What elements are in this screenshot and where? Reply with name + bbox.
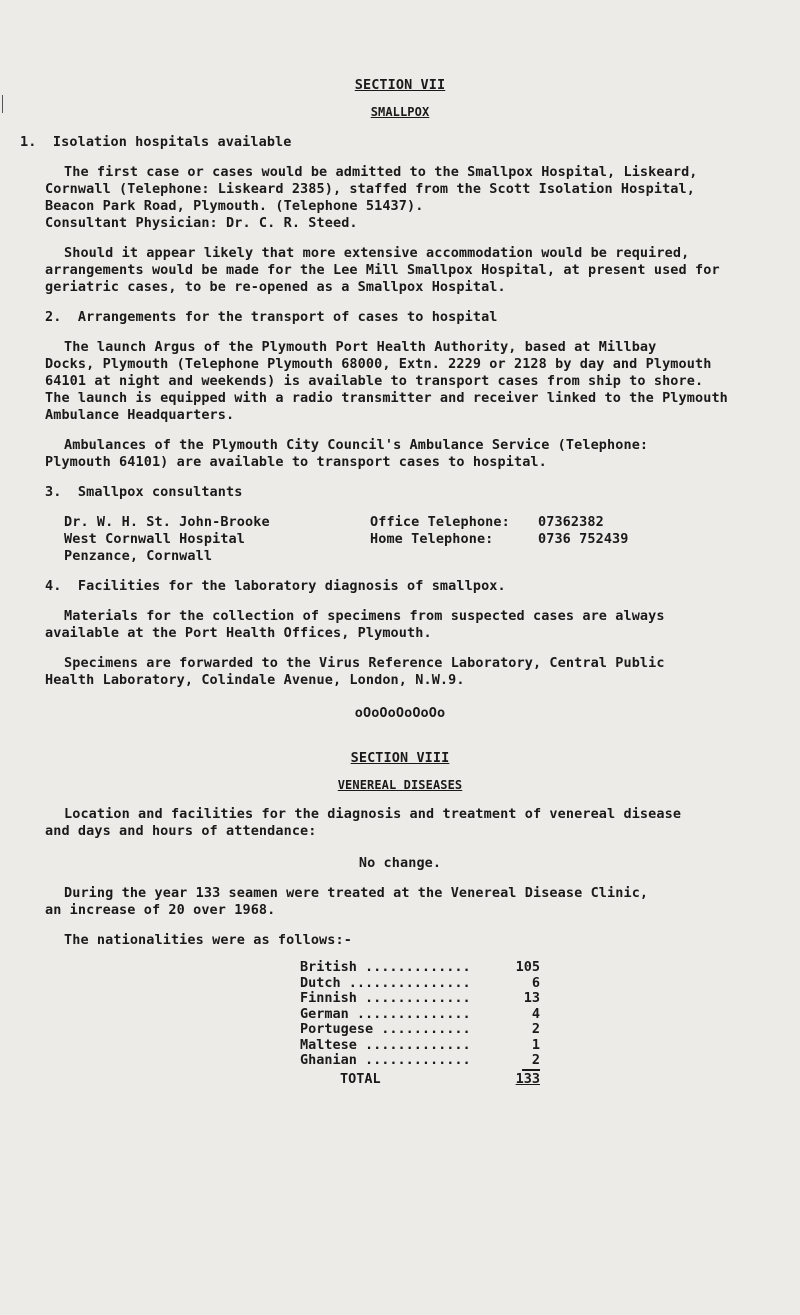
paragraph-line: Consultant Physician: Dr. C. R. Steed. xyxy=(45,215,358,231)
paragraph-line: Cornwall (Telephone: Liskeard 2385), staffed from the Scott Isolation Hospital, xyxy=(45,181,695,197)
nationality-count: 2 xyxy=(531,1052,540,1068)
paragraph-line: an increase of 20 over 1968. xyxy=(45,902,276,918)
paragraph-line: During the year 133 seamen were treated at the Venereal Disease Clinic, xyxy=(64,885,649,901)
nationality-name: Dutch ............... xyxy=(300,975,471,991)
nationalities-intro: The nationalities were as follows:- xyxy=(64,932,352,948)
paragraph-line: Beacon Park Road, Plymouth. (Telephone 51437). xyxy=(45,198,424,214)
section-heading: SECTION VII xyxy=(354,77,446,93)
paragraph-line: The launch Argus of the Plymouth Port Health Authority, based at Millbay xyxy=(64,339,657,355)
total-label: TOTAL xyxy=(340,1070,381,1087)
nationality-count: 2 xyxy=(531,1021,540,1037)
paragraph-line: The first case or cases would be admitted to the Smallpox Hospital, Liskeard, xyxy=(64,164,698,180)
total-value: 133 xyxy=(515,1070,540,1087)
paragraph-line: and days and hours of attendance: xyxy=(45,823,317,839)
paragraph-line: geriatric cases, to be re-opened as a Smallpox Hospital. xyxy=(45,279,506,295)
office-telephone-label: Office Telephone: xyxy=(370,514,510,530)
section-subheading: VENEREAL DISEASES xyxy=(337,778,463,792)
paragraph-line: Specimens are forwarded to the Virus Reference Laboratory, Central Public xyxy=(64,655,665,671)
nationality-name: German .............. xyxy=(300,1006,471,1022)
home-telephone-label: Home Telephone: xyxy=(370,531,494,547)
separator: oOoOoOoOoOo xyxy=(354,705,446,721)
item-1-title: 1. Isolation hospitals available xyxy=(20,134,292,150)
nationality-name: Finnish ............. xyxy=(300,991,471,1006)
paragraph-line: Ambulance Headquarters. xyxy=(45,407,235,423)
section-heading: SECTION VIII xyxy=(350,750,450,766)
paragraph-line: Ambulances of the Plymouth City Council's Ambulance Service (Telephone: xyxy=(64,437,649,453)
nationality-count: 105 xyxy=(515,959,540,975)
paragraph-line: Location and facilities for the diagnosis and treatment of venereal disease xyxy=(64,806,682,822)
paragraph-line: Docks, Plymouth (Telephone Plymouth 68000, Extn. 2229 or 2128 by day and Plymouth xyxy=(45,356,712,372)
item-2-title: 2. Arrangements for the transport of cases to hospital xyxy=(45,309,498,325)
paragraph-line: The launch is equipped with a radio transmitter and receiver linked to the Plymouth xyxy=(45,390,728,406)
nationality-count: 4 xyxy=(531,1005,540,1022)
paragraph-line: 64101 at night and weekends) is available to transport cases from ship to shore. xyxy=(45,373,704,389)
consultant-name: Dr. W. H. St. John-Brooke xyxy=(64,514,270,530)
nationality-count: 1 xyxy=(531,1036,540,1053)
paragraph-line: Plymouth 64101) are available to transport cases to hospital. xyxy=(45,454,547,470)
paragraph-line: Health Laboratory, Colindale Avenue, London, N.W.9. xyxy=(45,672,465,688)
paragraph-line: Should it appear likely that more extensive accommodation would be required, xyxy=(64,245,690,261)
nationality-count: 6 xyxy=(531,974,540,991)
home-telephone-number: 0736 752439 xyxy=(538,531,629,547)
paragraph-line: Materials for the collection of specimens from suspected cases are always xyxy=(64,608,665,624)
no-change-note: No change. xyxy=(358,855,442,871)
paragraph-line: arrangements would be made for the Lee Mill Smallpox Hospital, at present used for xyxy=(45,262,720,278)
section-subheading: SMALLPOX xyxy=(370,105,430,119)
consultant-town: Penzance, Cornwall xyxy=(64,548,213,564)
office-telephone-number: 07362382 xyxy=(538,514,604,530)
nationality-name: Ghanian ............. xyxy=(300,1053,471,1068)
paragraph-line: available at the Port Health Offices, Plymouth. xyxy=(45,625,432,641)
consultant-hospital: West Cornwall Hospital xyxy=(64,531,246,547)
item-3-title: 3. Smallpox consultants xyxy=(45,484,243,500)
nationality-name: Portugese ........... xyxy=(300,1022,471,1037)
item-4-title: 4. Facilities for the laboratory diagnosis of smallpox. xyxy=(45,578,506,594)
nationality-name: Maltese ............. xyxy=(300,1037,471,1053)
nationality-name: British ............. xyxy=(300,960,471,975)
nationality-count: 13 xyxy=(523,990,540,1006)
